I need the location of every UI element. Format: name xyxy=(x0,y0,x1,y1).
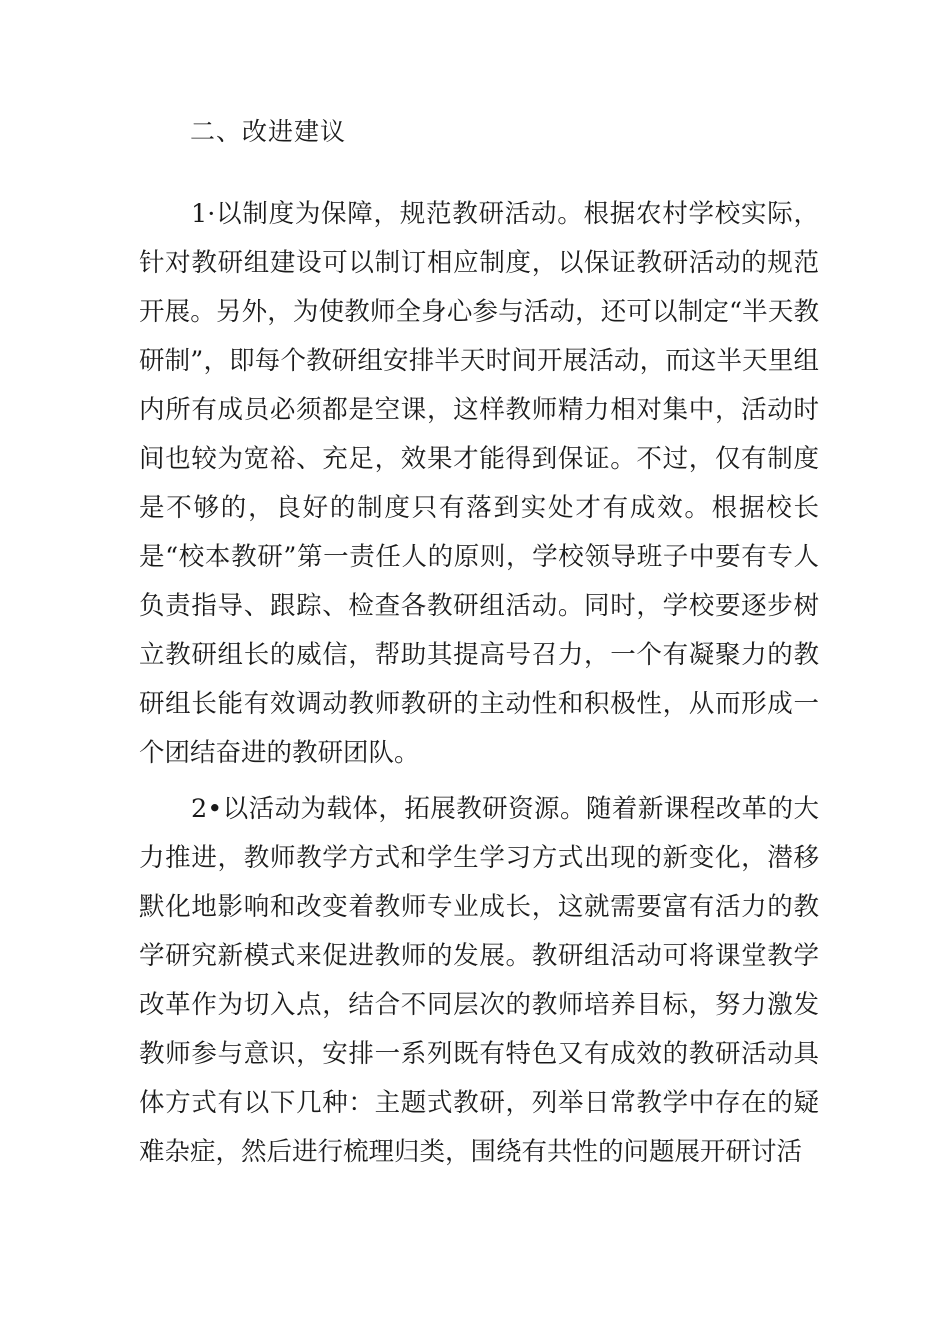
section-heading: 二、改进建议 xyxy=(190,117,347,146)
paragraph-1: 1·以制度为保障，规范教研活动。根据农村学校实际，针对教研组建设可以制订相应制度，以保证教研活动的规范开展。另外，为使教师全身心参与活动，还可以制定“半天教研制”，即每个教研组安排半天时间开展活动，而这半天里组内所有成员必须都是空课，这样教师精力相对集中，活动时间也较为宽裕、充足，效果才能得到保证。不过，仅有制度是不够的，良好的制度只有落到实处才有成效。根据校长是“校本教研”第一责任人的原则，学校领导班子中要有专人负责指导、跟踪、检查各教研组活动。同时，学校要逐步树立教研组长的威信，帮助其提高号召力，一个有凝聚力的教研组长能有效调动教师教研的主动性和积极性，从而形成一个团结奋进的教研团队。 xyxy=(139,199,819,768)
paragraph-2: 2•以活动为载体，拓展教研资源。随着新课程改革的大力推进，教师教学方式和学生学习方式出现的新变化，潜移默化地影响和改变着教师专业成长，这就需要富有活力的教学研究新模式来促进教师的发展。教研组活动可将课堂教学改革作为切入点，结合不同层次的教师培养目标，努力激发教师参与意识，安排一系列既有特色又有成效的教研活动具体方式有以下几种：主题式教研，列举日常教学中存在的疑难杂症，然后进行梳理归类，围绕有共性的问题展开研讨活 xyxy=(139,794,819,1167)
